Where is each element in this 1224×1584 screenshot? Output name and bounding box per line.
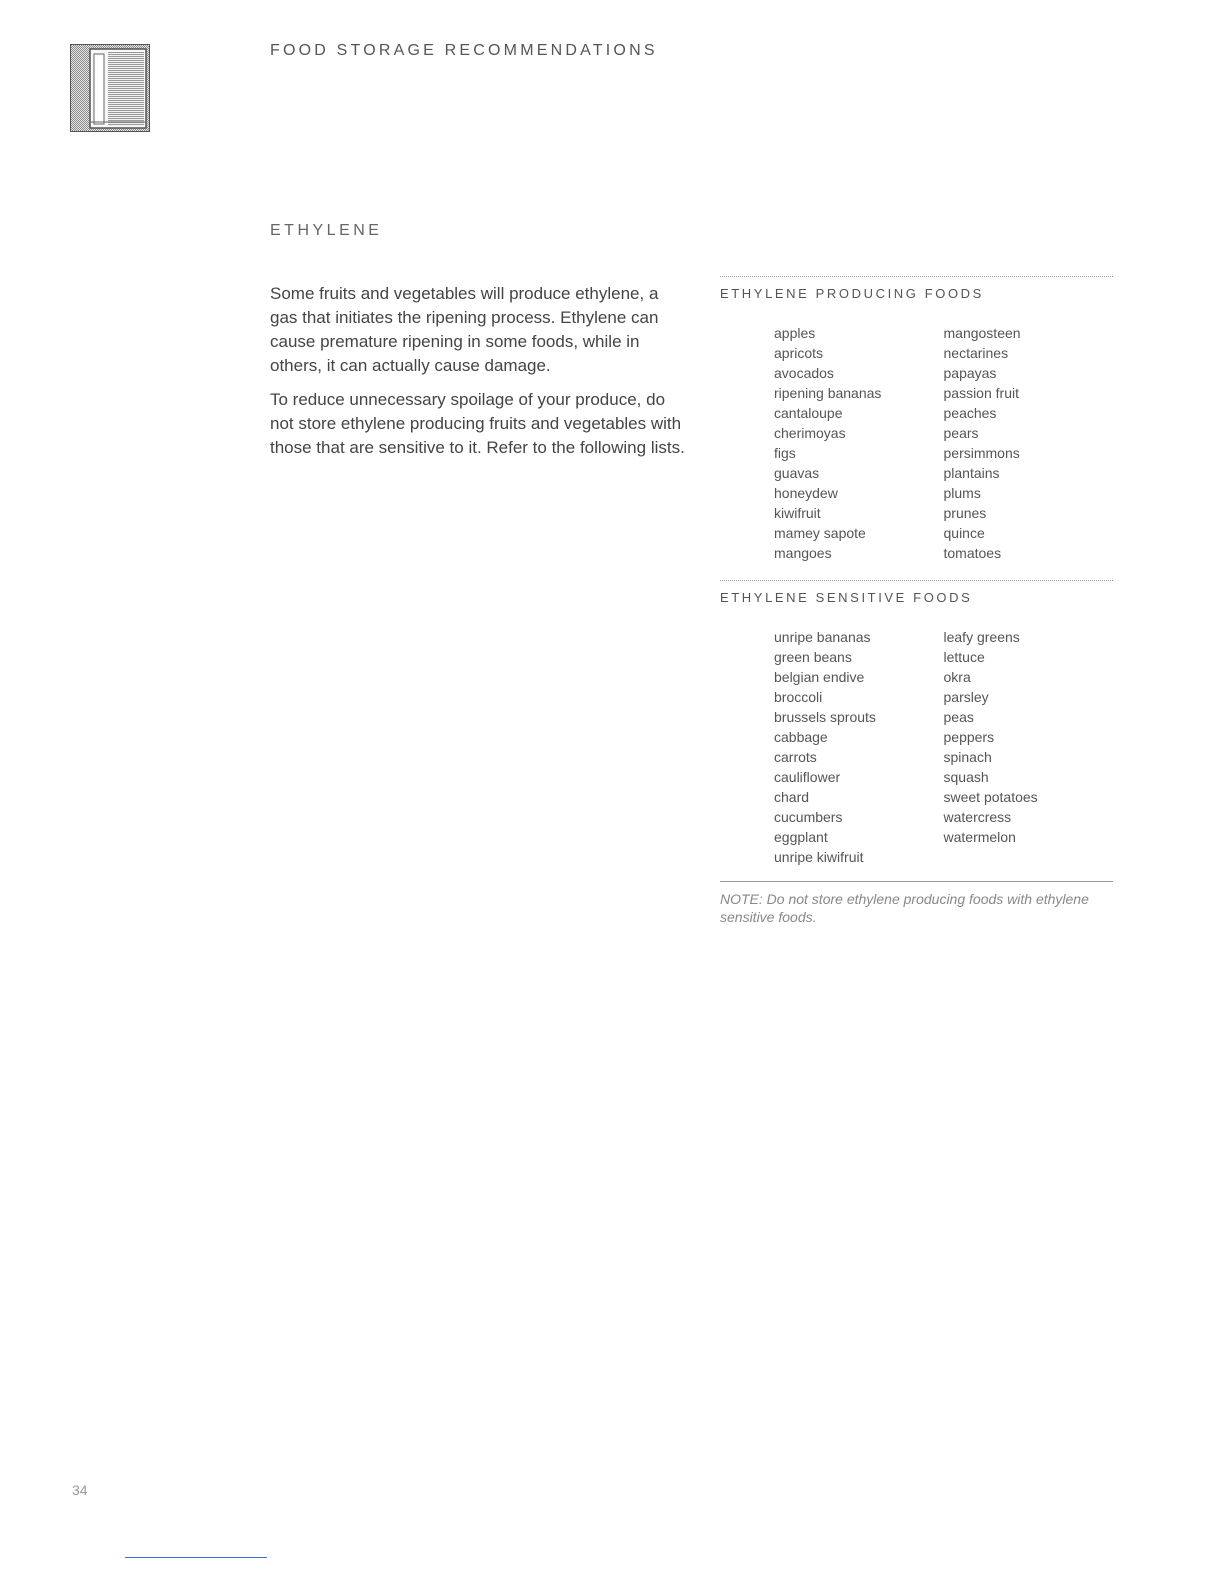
list-item: mangoes [774,545,832,561]
intro-paragraph: To reduce unnecessary spoilage of your produce, do not store ethylene producing fruits and vegetables with those that are sensitive to it. Refer to the following lists. [270,390,685,457]
food-lists [720,276,1113,926]
list-item: spinach [943,749,992,765]
divider [720,881,1113,882]
list-item: watermelon [943,829,1016,845]
list-item: mamey sapote [774,525,866,541]
intro-paragraph: Some fruits and vegetables will produce ethylene, a gas that initiates the ripening process. Ethylene can cause premature ripening in some foods, while in others, it can actually cause damage. [270,284,659,375]
page-number: 34 [72,1482,88,1498]
page-header-title: FOOD STORAGE RECOMMENDATIONS [270,42,658,59]
list-item: lettuce [943,649,985,665]
list-item: apricots [774,345,824,361]
list-item: apples [774,325,816,341]
list-item: honeydew [774,485,838,501]
sensitive-foods-title: ETHYLENE SENSITIVE FOODS [720,590,973,605]
list-item: okra [943,669,971,685]
section-title: ETHYLENE [270,222,383,239]
divider [720,276,1113,277]
list-item: peppers [943,729,995,745]
list-item: plantains [943,465,1000,481]
producing-foods-column-1 [774,323,944,563]
list-item: broccoli [774,689,823,705]
list-item: avocados [774,365,834,381]
list-item: kiwifruit [774,505,821,521]
list-item: parsley [943,689,989,705]
divider [720,580,1113,581]
list-item: brussels sprouts [774,709,876,725]
list-item: mangosteen [943,325,1021,341]
list-item: chard [774,789,810,805]
list-item: cabbage [774,729,828,745]
list-item: figs [774,445,796,461]
list-item: peaches [943,405,997,421]
list-item: green beans [774,649,852,665]
sensitive-foods-table [774,627,1113,867]
list-item: eggplant [774,829,828,845]
refrigerator-icon [70,44,150,132]
list-item: plums [943,485,981,501]
list-item: pears [943,425,979,441]
producing-foods-title: ETHYLENE PRODUCING FOODS [720,286,984,301]
list-item: ripening bananas [774,385,882,401]
list-item: belgian endive [774,669,865,685]
list-item: guavas [774,465,820,481]
list-item: carrots [774,749,817,765]
list-item: prunes [943,505,987,521]
list-item: cantaloupe [774,405,843,421]
list-item: nectarines [943,345,1009,361]
list-item: passion fruit [943,385,1019,401]
list-item: squash [943,769,989,785]
sensitive-foods-column-1 [774,627,944,867]
list-item: quince [943,525,985,541]
list-item: cucumbers [774,809,843,825]
storage-note: NOTE: Do not store ethylene producing foods with ethylene sensitive foods. [720,891,1089,925]
list-item: unripe bananas [774,629,871,645]
sensitive-foods-column-2 [944,627,1114,867]
list-item: leafy greens [943,629,1020,645]
list-item: watercress [943,809,1012,825]
list-item: papayas [943,365,997,381]
list-item: cherimoyas [774,425,846,441]
list-item: sweet potatoes [943,789,1038,805]
list-item: cauliflower [774,769,841,785]
intro-text [270,282,690,470]
list-item: unripe kiwifruit [774,849,864,865]
list-item: persimmons [943,445,1020,461]
producing-foods-column-2 [944,323,1114,563]
producing-foods-table [774,323,1113,563]
list-item: peas [943,709,974,725]
footer-divider [125,1557,267,1558]
list-item: tomatoes [943,545,1002,561]
